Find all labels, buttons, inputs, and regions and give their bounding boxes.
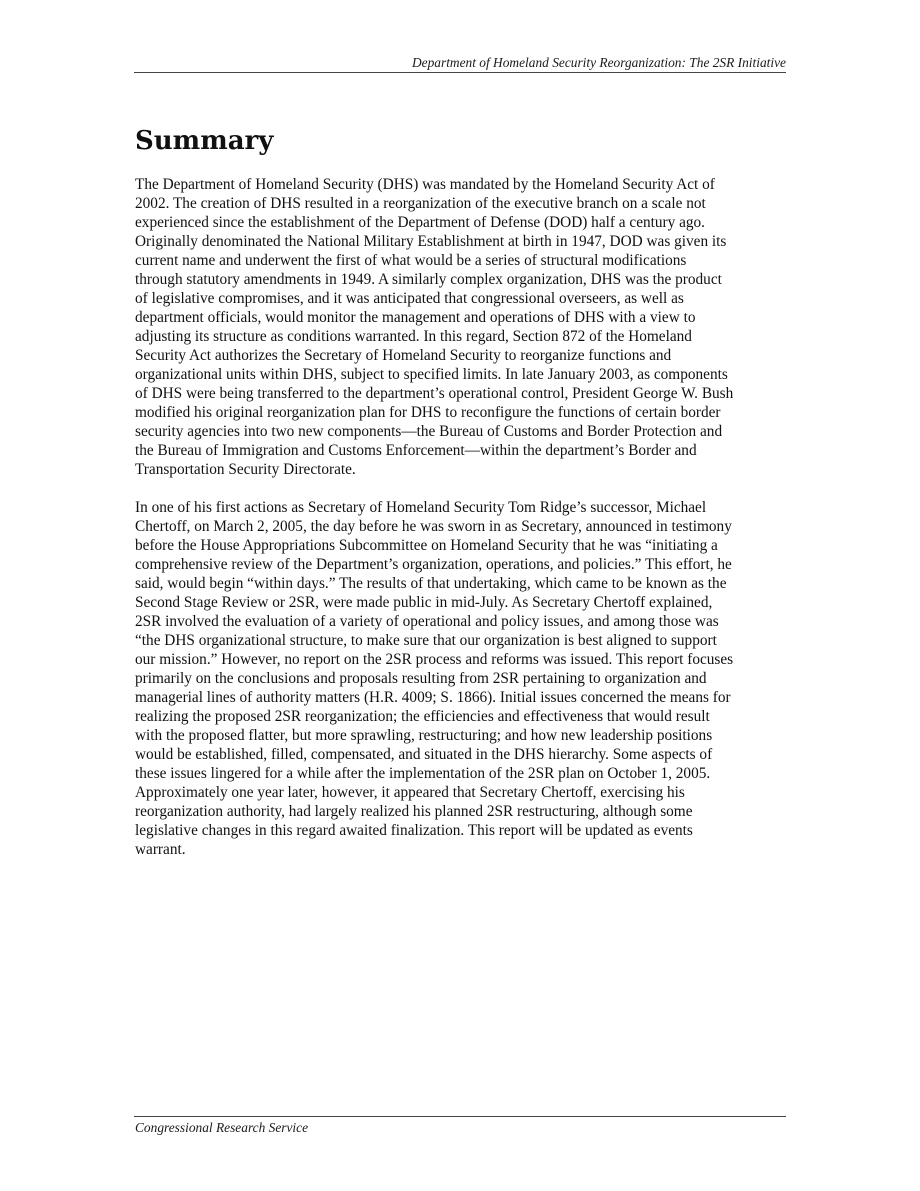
text-line: “the DHS organizational structure, to make sure that our organization is best aligned to support: [135, 632, 717, 649]
text-line: through statutory amendments in 1949. A similarly complex organization, DHS was the product: [135, 271, 722, 288]
text-line: would be established, filled, compensated, and situated in the DHS hierarchy. Some aspects of: [135, 746, 713, 763]
text-line: before the House Appropriations Subcommittee on Homeland Security that he was “initiating a: [135, 537, 718, 554]
running-header: Department of Homeland Security Reorganization: The 2SR Initiative: [411, 55, 786, 70]
text-line: of DHS were being transferred to the department’s operational control, President George W. Bush: [135, 385, 734, 402]
header-divider: [134, 72, 786, 73]
text-line: The Department of Homeland Security (DHS) was mandated by the Homeland Security Act of: [135, 176, 715, 193]
summary-paragraph-2: [135, 498, 733, 859]
text-line: managerial lines of authority matters (H.R. 4009; S. 1866). Initial issues concerned the means for: [135, 689, 731, 706]
text-line: department officials, would monitor the management and operations of DHS with a view to: [135, 309, 696, 326]
text-line: these issues lingered for a while after the implementation of the 2SR plan on October 1, 2005.: [135, 765, 711, 782]
text-line: Security Act authorizes the Secretary of Homeland Security to reorganize functions and: [135, 347, 672, 364]
text-line: our mission.” However, no report on the 2SR process and reforms was issued. This report focuses: [135, 651, 734, 668]
text-line: organizational units within DHS, subject to specified limits. In late January 2003, as components: [135, 366, 728, 383]
text-line: experienced since the establishment of the Department of Defense (DOD) half a century ago.: [135, 214, 706, 231]
footer-divider: [134, 1116, 786, 1117]
text-line: said, would begin “within days.” The results of that undertaking, which came to be known as the: [135, 575, 727, 592]
text-line: Originally denominated the National Military Establishment at birth in 1947, DOD was given its: [135, 233, 727, 250]
text-line: reorganization authority, had largely realized his planned 2SR restructuring, although some: [135, 803, 693, 820]
text-line: comprehensive review of the Department’s organization, operations, and policies.” This effort, he: [135, 556, 732, 573]
text-line: modified his original reorganization plan for DHS to reconfigure the functions of certain border: [135, 404, 721, 421]
text-line: with the proposed flatter, but more sprawling, restructuring; and how new leadership positions: [135, 727, 713, 744]
running-footer: Congressional Research Service: [135, 1120, 309, 1135]
text-line: In one of his first actions as Secretary of Homeland Security Tom Ridge’s successor, Michael: [135, 499, 707, 516]
summary-paragraph-1: [135, 175, 733, 479]
text-line: Second Stage Review or 2SR, were made public in mid-July. As Secretary Chertoff explained,: [135, 594, 713, 611]
text-line: Approximately one year later, however, it appeared that Secretary Chertoff, exercising his: [135, 784, 685, 801]
text-line: current name and underwent the first of what would be a series of structural modifications: [135, 252, 687, 269]
text-line: of legislative compromises, and it was anticipated that congressional overseers, as well as: [135, 290, 684, 307]
text-line: Chertoff, on March 2, 2005, the day before he was sworn in as Secretary, announced in testimony: [135, 518, 732, 535]
text-line: security agencies into two new components—the Bureau of Customs and Border Protection and: [135, 423, 723, 440]
text-line: 2SR involved the evaluation of a variety of operational and policy issues, and among those was: [135, 613, 719, 630]
text-line: Transportation Security Directorate.: [135, 461, 356, 478]
text-line: legislative changes in this regard awaited finalization. This report will be updated as events: [135, 822, 693, 839]
text-line: 2002. The creation of DHS resulted in a reorganization of the executive branch on a scale not: [135, 195, 706, 212]
page-title: Summary: [135, 126, 274, 156]
text-line: adjusting its structure as conditions warranted. In this regard, Section 872 of the Homeland: [135, 328, 692, 345]
text-line: warrant.: [135, 841, 186, 858]
text-line: the Bureau of Immigration and Customs Enforcement—within the department’s Border and: [135, 442, 697, 459]
text-line: primarily on the conclusions and proposals resulting from 2SR pertaining to organization and: [135, 670, 707, 687]
text-line: realizing the proposed 2SR reorganization; the efficiencies and effectiveness that would result: [135, 708, 710, 725]
